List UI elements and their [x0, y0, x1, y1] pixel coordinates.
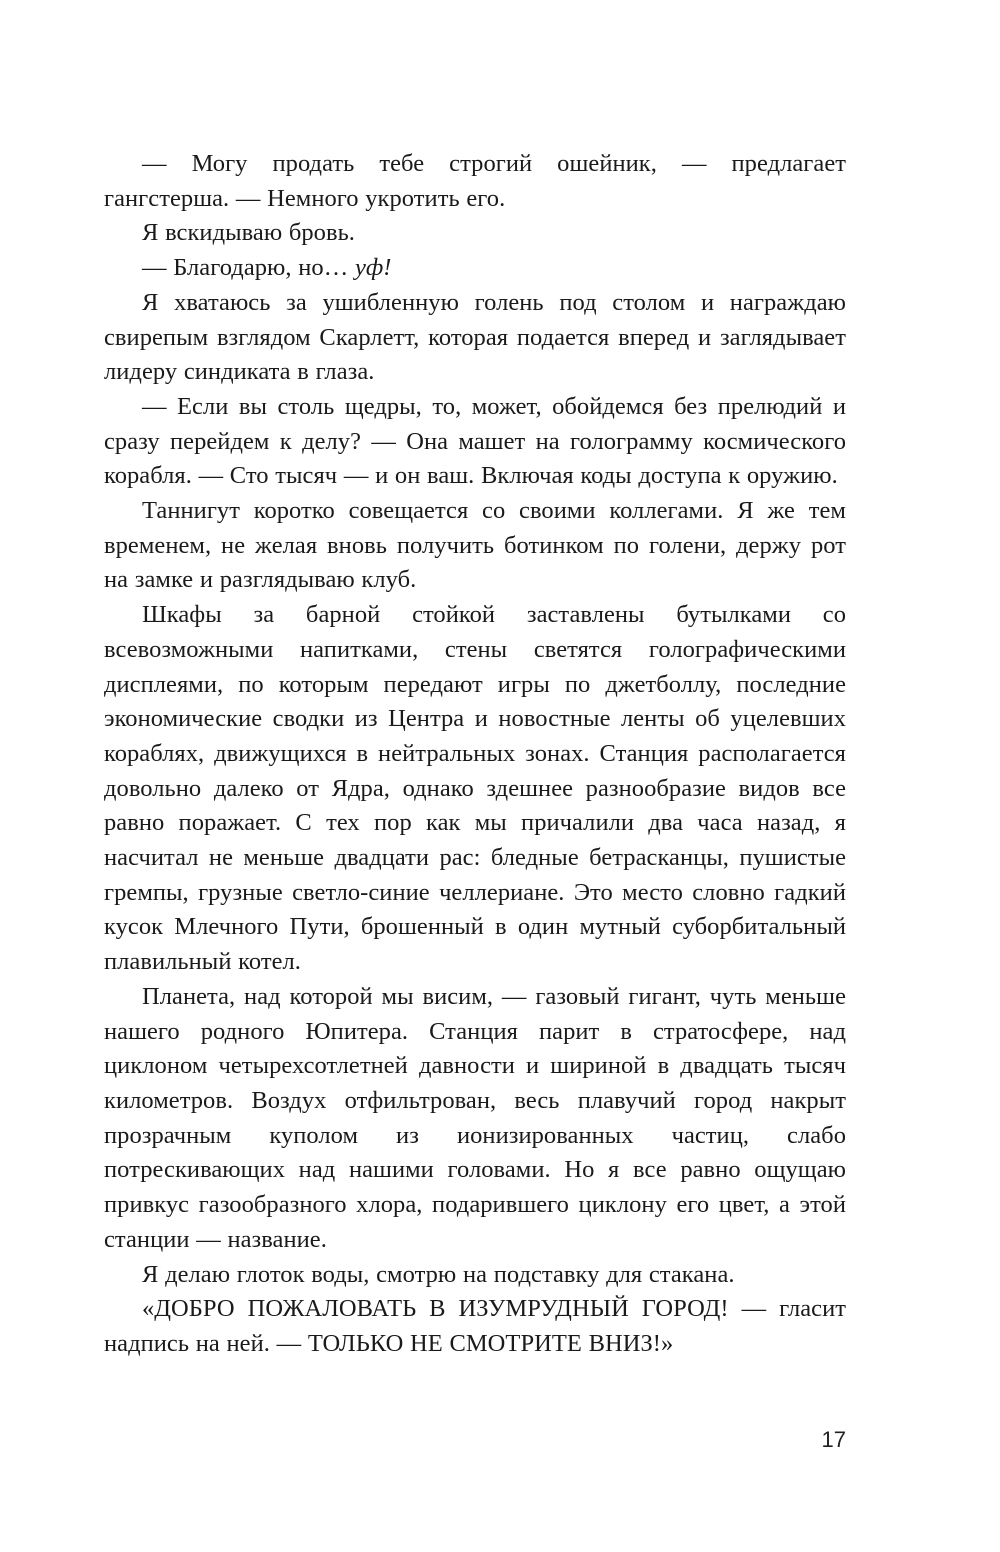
paragraph-tannigut: Таннигут коротко совещается со своими коллегами. Я же тем временем, не желая вновь получить ботинком по голени, держу рот на замке и разглядываю клуб. [104, 497, 846, 594]
italic-exclamation: уф! [354, 254, 392, 282]
page-number: 17 [821, 1427, 846, 1452]
paragraph-shin-kick: Я хватаюсь за ушибленную голень под столом и награждаю свирепым взглядом Скарлетт, которая подается вперед и заглядывает лидеру синдиката в глаза. [104, 288, 846, 386]
paragraph-scarlett-offer: — Если вы столь щедры, то, может, обойдемся без прелюдий и сразу перейдем к делу? — Она машет на голограмму космического корабля. — Сто тысяч — и он ваш. Включая коды доступа к оружию. [104, 392, 846, 490]
paragraph-collar-offer: — Могу продать тебе строгий ошейник, — предлагает гангстерша. — Немного укротить его. [104, 150, 846, 212]
paragraph-raised-eyebrow: Я вскидываю бровь. [142, 219, 355, 247]
paragraph-coaster-text: «ДОБРО ПОЖАЛОВАТЬ В ИЗУМРУДНЫЙ ГОРОД! — гласит надпись на ней. — ТОЛЬКО НЕ СМОТРИТЕ ВНИЗ!» [104, 1295, 846, 1357]
page-body-text [104, 147, 846, 1362]
paragraph-planet-description: Планета, над которой мы висим, — газовый гигант, чуть меньше нашего родного Юпитера. Станция парит в стратосфере, над циклоном четырехсотлетней давности и шириной в двадцать тысяч километров. Воздух отфильтрован, весь плавучий город накрыт прозрачным куполом из ионизированных частиц, слабо потрескивающих над нашими головами. Но я все равно ощущаю привкус газообразного хлора, подарившего циклону его цвет, а этой станции — название. [104, 982, 846, 1253]
paragraph-thanks [104, 251, 846, 286]
paragraph-sip-water: Я делаю глоток воды, смотрю на подставку для стакана. [142, 1260, 735, 1288]
thanks-text: — Благодарю, но… [142, 254, 355, 282]
paragraph-club-description: Шкафы за барной стойкой заставлены бутылками со всевозможными напитками, стены светятся голографическими дисплеями, по которым передают игры по джетболлу, последние экономические сводки из Центра и новостные ленты об уцелевших кораблях, движущихся в нейтральных зонах. Станция располагается довольно далеко от Ядра, однако здешнее разнообразие видов все равно поражает. С тех пор как мы причалили два часа назад, я насчитал не меньше двадцати рас: бледные бетрасканцы, пушистые гремпы, грузные светло-синие челлериане. Это место словно гадкий кусок Млечного Пути, брошенный в один мутный суборбитальный плавильный котел. [104, 601, 846, 976]
